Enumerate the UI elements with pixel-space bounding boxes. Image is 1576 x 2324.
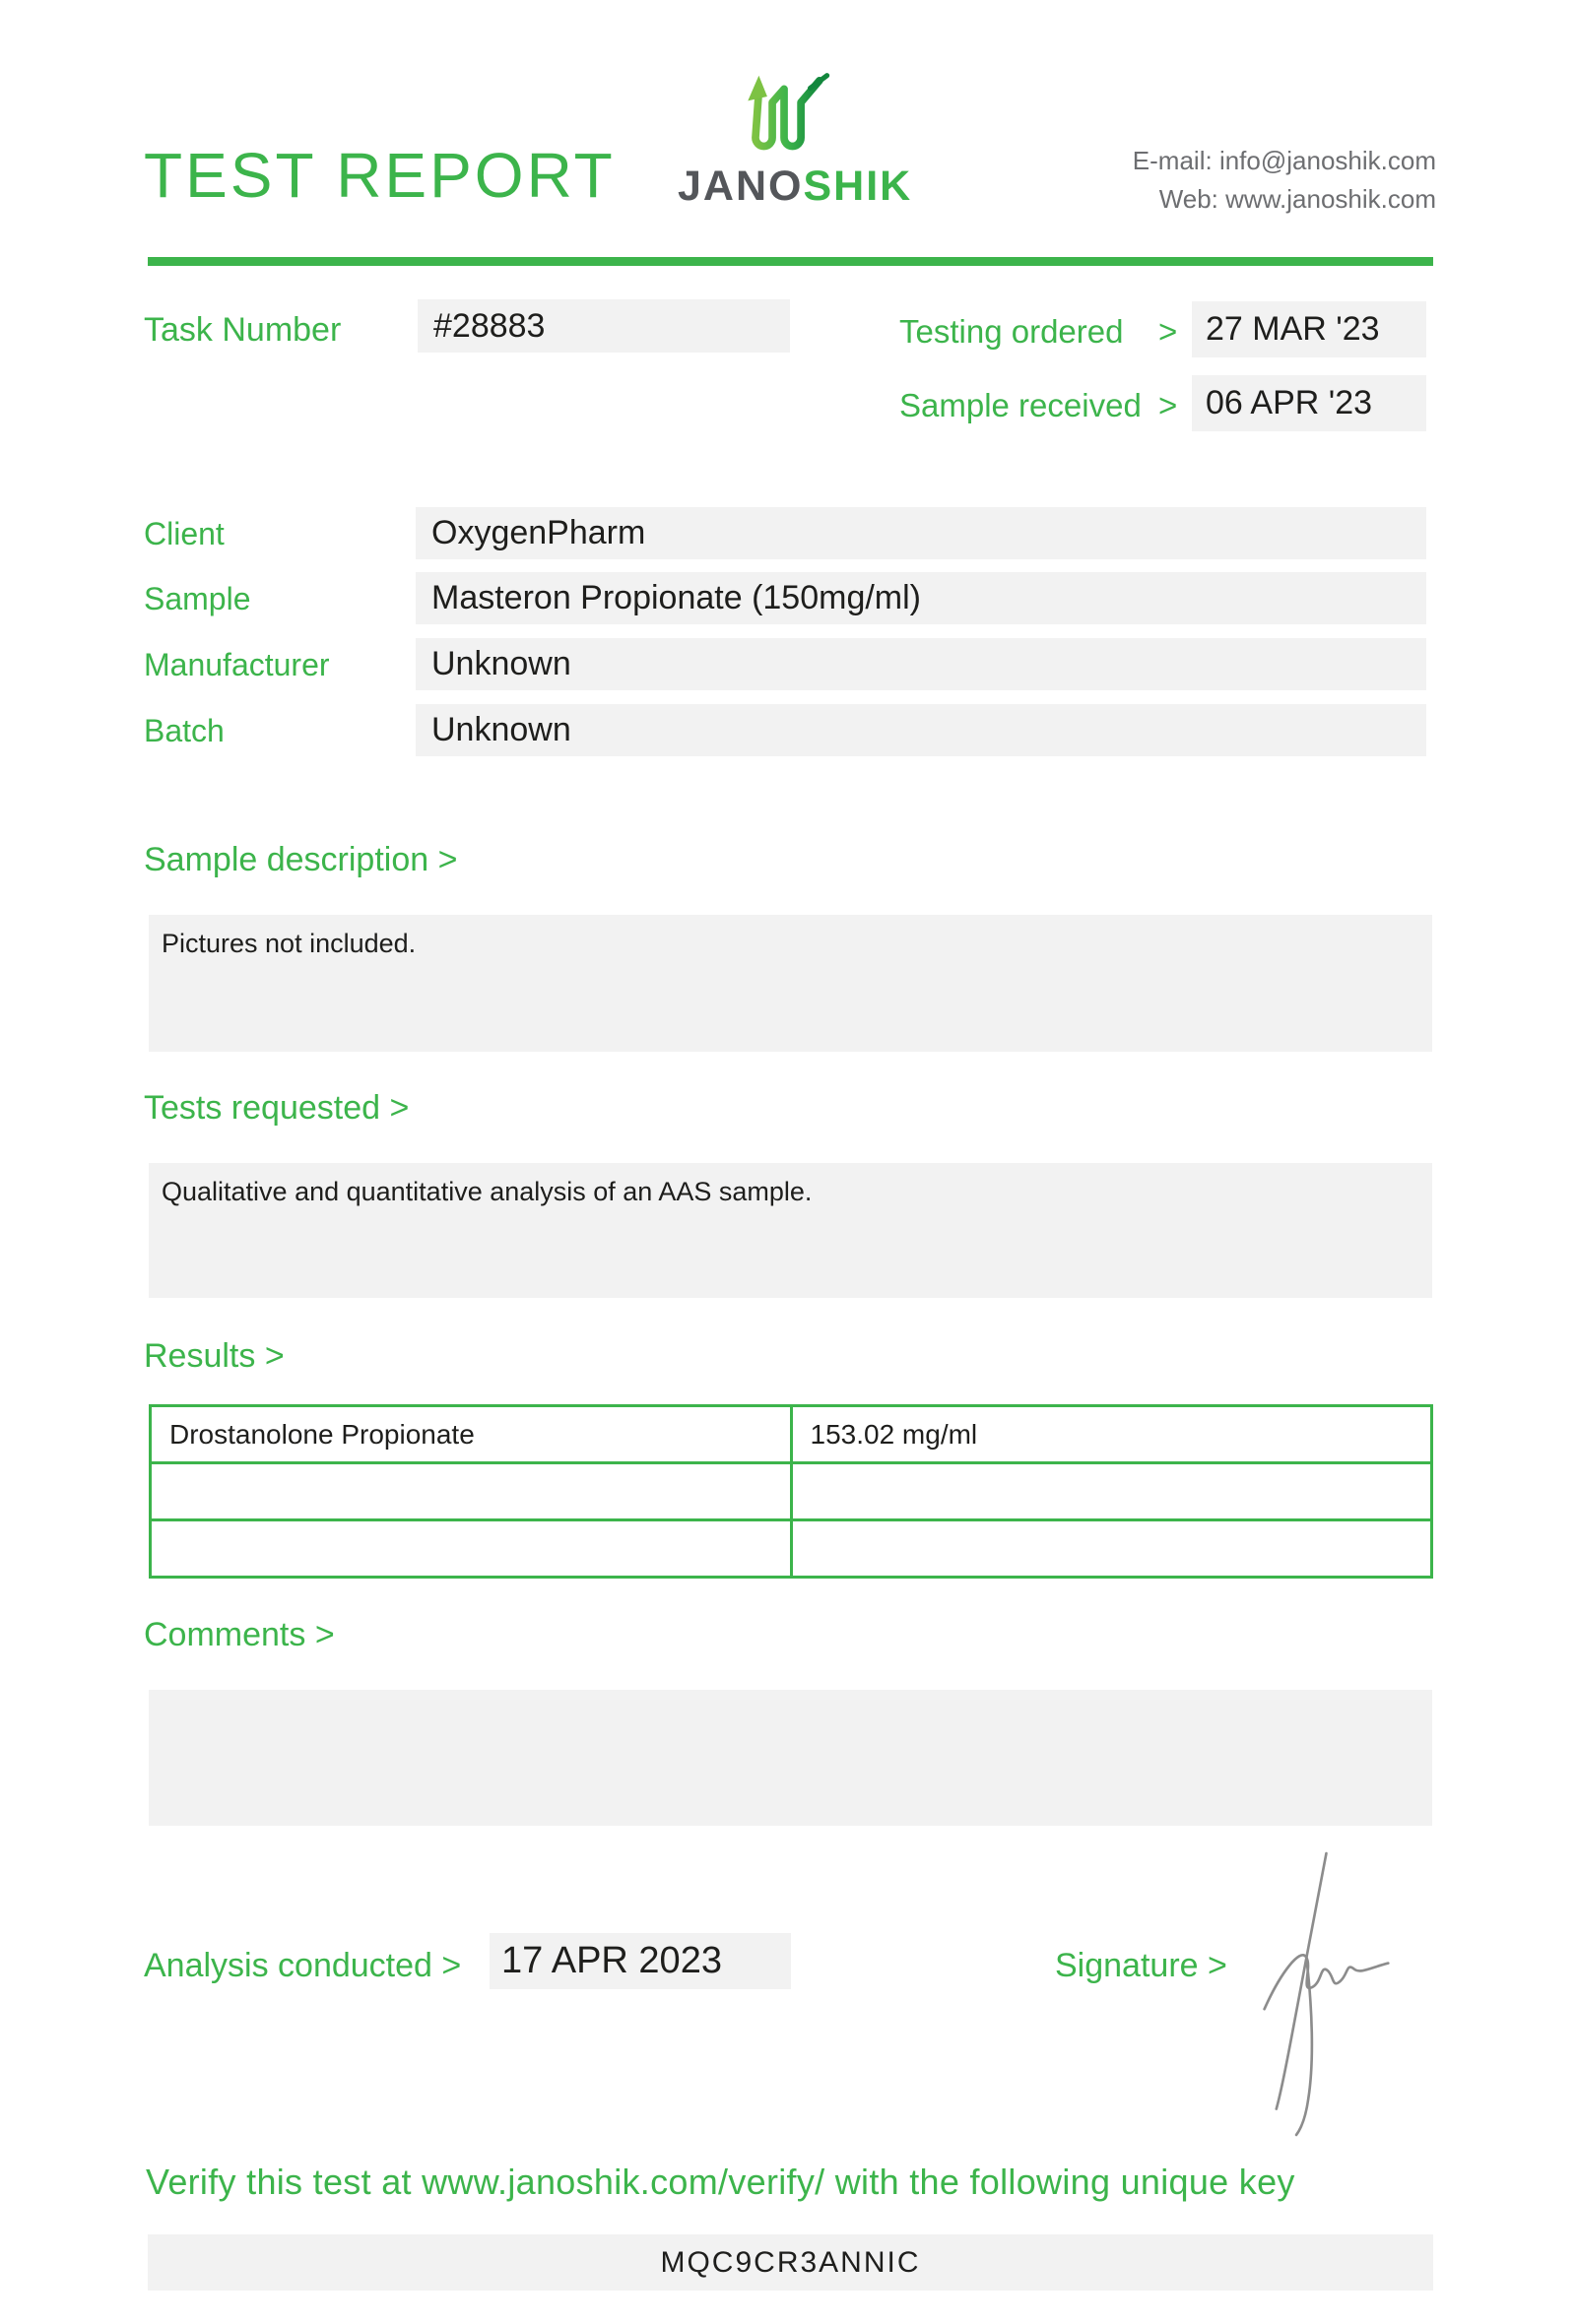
results-heading: Results > [144,1337,285,1375]
sample-received-label: Sample received [899,387,1142,423]
page-title: TEST REPORT [144,140,616,211]
tests-requested-heading: Tests requested > [144,1089,410,1127]
analysis-conducted-value: 17 APR 2023 [490,1933,791,1989]
sample-value: Masteron Propionate (150mg/ml) [416,572,1426,624]
sample-description-box: Pictures not included. [149,915,1432,1052]
task-number-value: #28883 [418,299,790,353]
testing-ordered-label: Testing ordered [899,313,1124,350]
header-divider [148,257,1433,266]
results-table [149,1404,1433,1579]
growth-chart-arrow-icon [744,71,836,158]
contact-info [1133,142,1436,219]
result-value-cell: 153.02 mg/ml [791,1406,1432,1463]
comments-heading: Comments > [144,1616,335,1653]
table-row [151,1520,1432,1578]
testing-ordered-value: 27 MAR '23 [1192,301,1426,357]
sample-description-heading: Sample description > [144,841,458,878]
brand-logo [678,162,913,210]
signature-label: Signature > [1055,1947,1227,1984]
sample-label: Sample [144,581,251,616]
batch-value: Unknown [416,704,1426,756]
result-value-cell [791,1520,1432,1578]
verify-key: MQC9CR3ANNIC [148,2234,1433,2291]
table-row [151,1406,1432,1463]
manufacturer-label: Manufacturer [144,647,330,682]
client-label: Client [144,516,225,551]
brand-logo-green-part: SHIK [803,162,913,210]
result-value-cell [791,1463,1432,1520]
result-analyte-cell: Drostanolone Propionate [151,1406,792,1463]
manufacturer-value: Unknown [416,638,1426,690]
signature-image [1256,1847,1402,2139]
analysis-conducted-label: Analysis conducted > [144,1947,462,1984]
tests-requested-box: Qualitative and quantitative analysis of an AAS sample. [149,1163,1432,1298]
batch-label: Batch [144,713,225,748]
result-analyte-cell [151,1463,792,1520]
comments-box [149,1690,1432,1826]
contact-email: E-mail: info@janoshik.com [1132,146,1436,175]
testing-ordered-arrow: > [1158,313,1178,350]
verify-instructions: Verify this test at www.janoshik.com/verify/ with the following unique key [146,2162,1295,2202]
task-number-label: Task Number [144,311,342,349]
sample-received-value: 06 APR '23 [1192,375,1426,431]
sample-received-arrow: > [1158,387,1178,423]
client-value: OxygenPharm [416,507,1426,559]
table-row [151,1463,1432,1520]
contact-web: Web: www.janoshik.com [1158,184,1436,214]
result-analyte-cell [151,1520,792,1578]
brand-logo-dark-part: JANO [678,162,804,210]
